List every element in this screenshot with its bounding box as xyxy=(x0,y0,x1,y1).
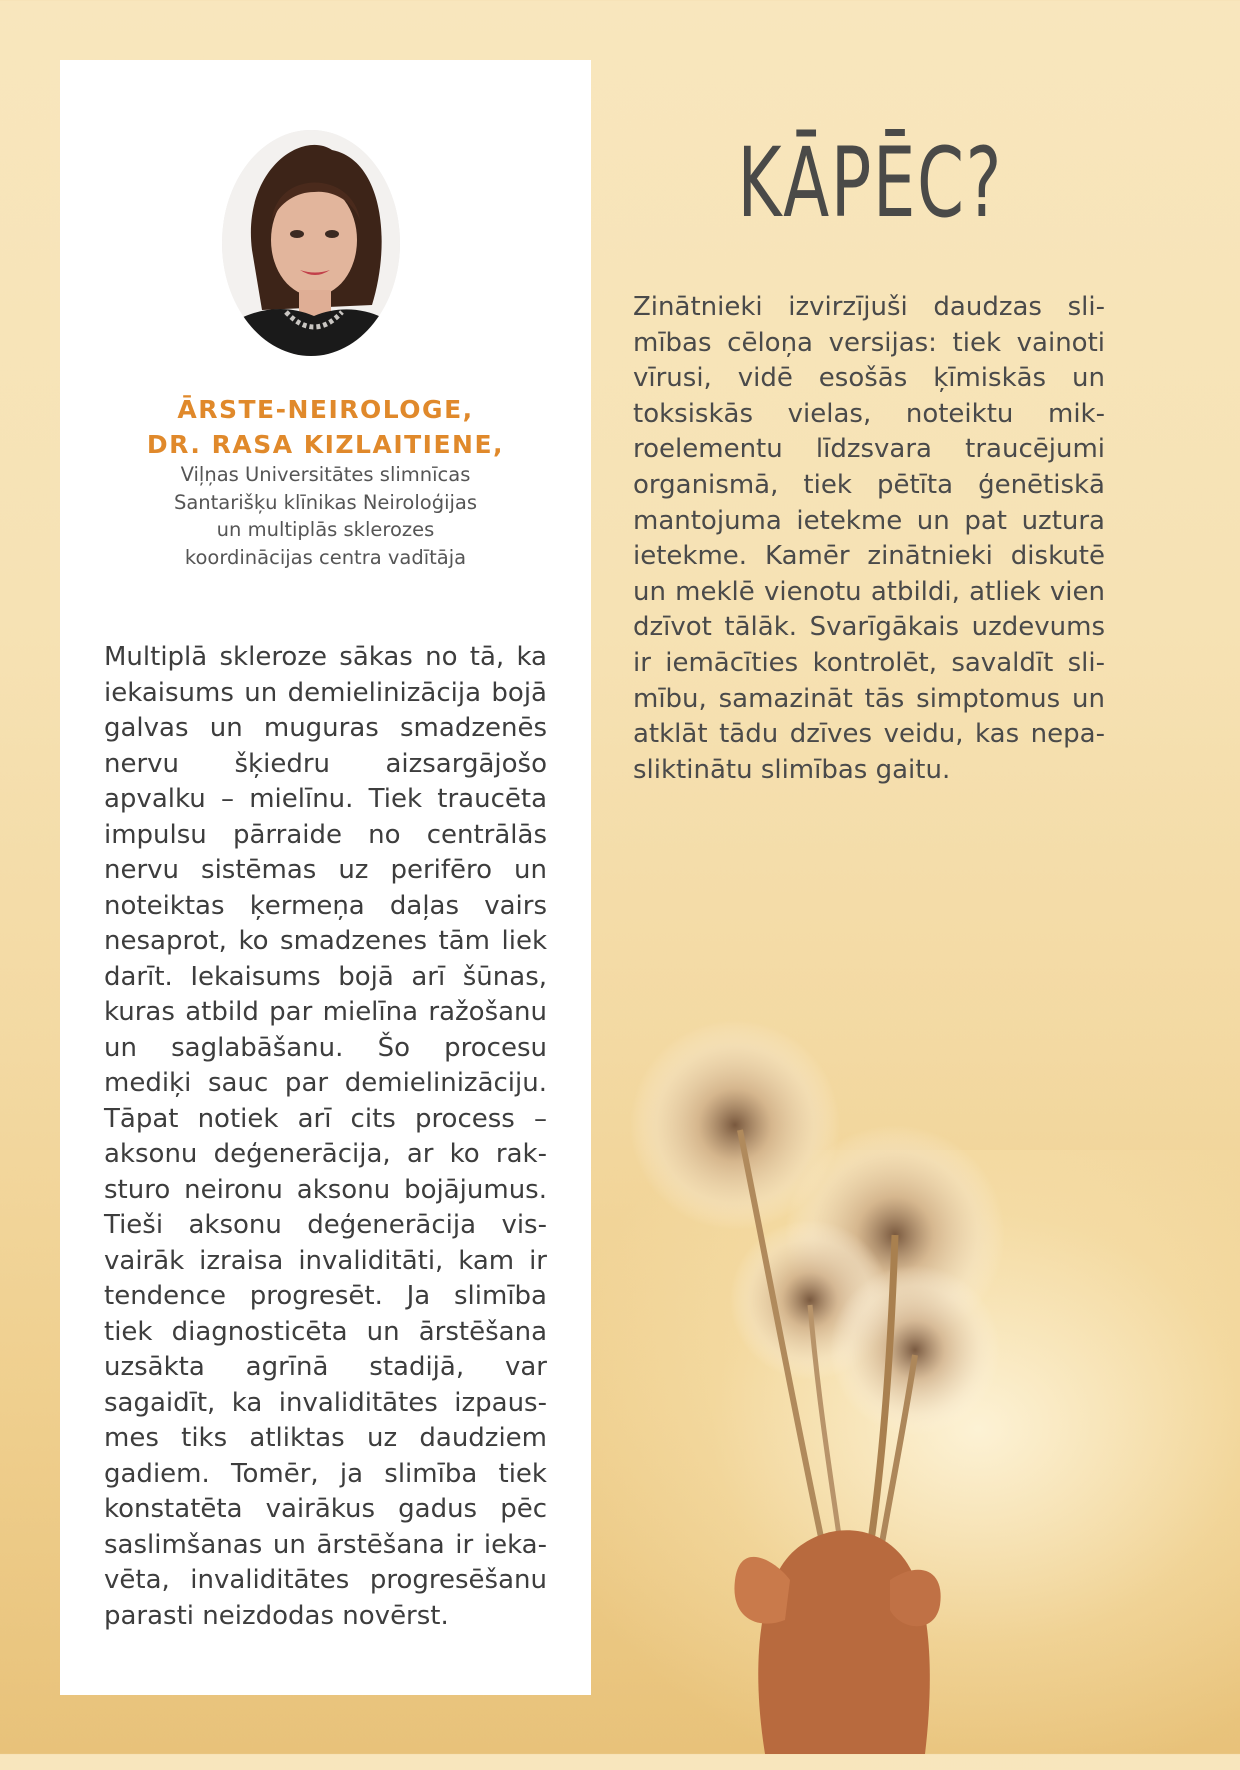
affiliation-line: koordinācijas centra vadītāja xyxy=(184,545,467,569)
author-role: ĀRSTE-NEIROLOGE, xyxy=(177,395,474,424)
right-body-text: Zinātnieki izvirzījuši daudzas slimības cēloņa versijas: tiek vainoti vīrusi, vidē esošās ķīmiskās un toksiskās vielas, noteiktu mikroelementu līdzsvara traucējumi organismā, tiek pētīta ģenētiskā mantojuma ietekme un pat uztura ietekme. Kamēr zinātnieki diskutē un meklē vienotu atbildi, atliek vien dzīvot tālāk. Svarīgākais uzdevums ir iemācīties kontrolēt, savaldīt slimību, samazināt tās simptomus un atklāt tādu dzīves veidu, kas nepasliktinātu slimības gaitu. xyxy=(633,292,1105,785)
affiliation-line: un multiplās sklerozes xyxy=(216,518,435,541)
affiliation-line: Santarišķu klīnikas Neiroloģijas xyxy=(173,490,478,514)
card-body-text: Multiplā skleroze sākas no tā, ka iekaisums un demielinizācija bojā galvas un muguras smadzenēs nervu šķiedru aizsargājošo apvalku – mielīnu. Tiek traucēta impulsu pārraide no centrālās nervu sistēmas uz perifēro un noteiktas ķermeņa daļas vairs nesaprot, ko smadzenes tām liek darīt. Iekaisums bojā arī šūnas, kuras atbild par mielīna ražošanu un saglabāšanu. Šo procesu mediķi sauc par demielinizāciju. Tāpat notiek arī cits process – aksonu deģenerācija, ar ko raksturo neironu aksonu bojājumus. Tieši aksonu deģenerācija visvairāk izraisa invaliditāti, kam ir tendence progresēt. Ja slimība tiek diagnosticēta un ārstēšana uzsākta agrīnā stadijā, var sagaidīt, ka invaliditātes izpausmes tiks atliktas uz daudziem gadiem. Tomēr, ja slimība tiek konstatēta vairākus gadus pēc saslimšanas un ārstēšana ir iekavēta, invaliditātes progresēšanu parasti neizdodas novērst. xyxy=(104,642,547,1631)
author-portrait-photo xyxy=(222,130,400,356)
page-heading: KĀPĒC? xyxy=(737,127,1003,239)
author-name: DR. RASA KIZLAITIENE, xyxy=(146,430,505,459)
author-affiliation xyxy=(60,461,591,571)
dandelion-photo xyxy=(600,1020,1240,1754)
affiliation-line: Viļņas Universitātes slimnīcas xyxy=(180,463,471,486)
